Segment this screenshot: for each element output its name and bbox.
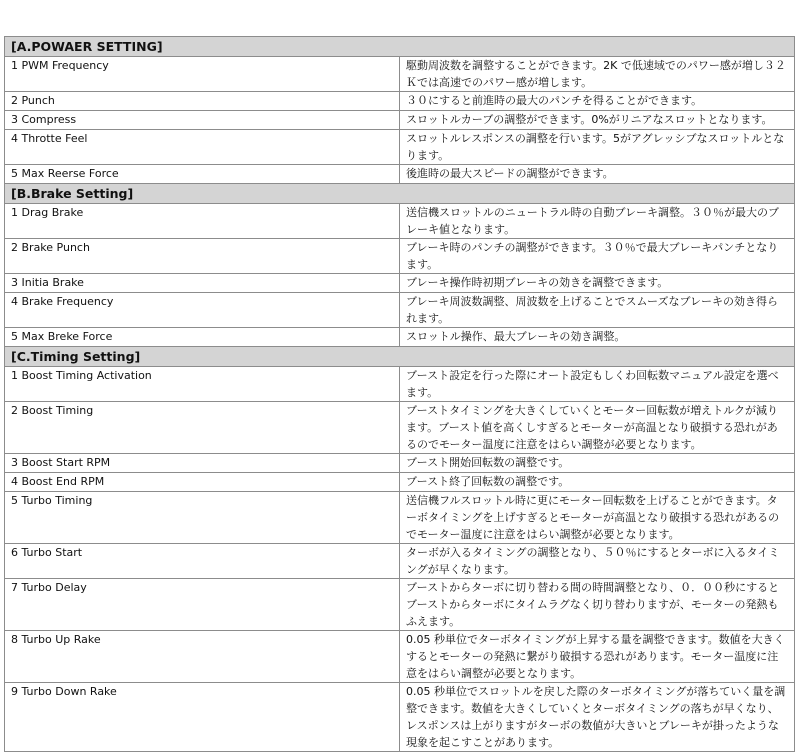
param-name: 2 Punch [5, 92, 400, 111]
table-row [5, 165, 795, 184]
section-title: [A.POWAER SETTING] [5, 37, 795, 57]
param-name: 4 Throtte Feel [5, 130, 400, 165]
param-name: 4 Boost End RPM [5, 473, 400, 492]
table-row [5, 57, 795, 92]
table-row [5, 130, 795, 165]
param-name: 1 PWM Frequency [5, 57, 400, 92]
table-row [5, 274, 795, 293]
param-description: スロットルレスポンスの調整を行います。5がアグレッシブなスロットルとなります。 [400, 130, 795, 165]
param-description: ターボが入るタイミングの調整となり、５０％にするとターボに入るタイミングが早くなります。 [400, 544, 795, 579]
table-row [5, 473, 795, 492]
section-title: [B.Brake Setting] [5, 184, 795, 204]
table-row [5, 631, 795, 683]
param-name: 6 Turbo Start [5, 544, 400, 579]
param-description: スロットルカーブの調整ができます。0%がリニアなスロットとなります。 [400, 111, 795, 130]
section-header-power [5, 37, 795, 57]
param-description: ブースト開始回転数の調整です。 [400, 454, 795, 473]
param-name: 2 Brake Punch [5, 239, 400, 274]
table-row [5, 367, 795, 402]
param-name: 3 Initia Brake [5, 274, 400, 293]
param-name: 3 Boost Start RPM [5, 454, 400, 473]
param-description: ブレーキ周波数調整、周波数を上げることでスムーズなブレーキの効き得られます。 [400, 293, 795, 328]
param-name: 1 Drag Brake [5, 204, 400, 239]
param-description: ブーストからターボに切り替わる間の時間調整となり、０．００秒にするとブーストからターボにタイムラグなく切り替わりますが、モーターの発熱もふえます。 [400, 579, 795, 631]
table-row [5, 204, 795, 239]
param-description: 送信機フルスロットル時に更にモーター回転数を上げることができます。ターボタイミングを上げすぎるとモーターが高温となり破損する恐れがあるのでモーター温度に注意をはらい調整が必要となります。 [400, 492, 795, 544]
section-header-brake [5, 184, 795, 204]
table-row [5, 683, 795, 752]
table-row [5, 328, 795, 347]
param-name: 5 Turbo Timing [5, 492, 400, 544]
param-name: 4 Brake Frequency [5, 293, 400, 328]
table-row [5, 293, 795, 328]
table-row [5, 544, 795, 579]
settings-table [4, 36, 795, 752]
param-name: 3 Compress [5, 111, 400, 130]
table-row [5, 402, 795, 454]
param-description: ブースト終了回転数の調整です。 [400, 473, 795, 492]
table-row [5, 92, 795, 111]
param-name: 7 Turbo Delay [5, 579, 400, 631]
param-description: ブースト設定を行った際にオート設定もしくわ回転数マニュアル設定を選べます。 [400, 367, 795, 402]
param-name: 9 Turbo Down Rake [5, 683, 400, 752]
param-name: 1 Boost Timing Activation [5, 367, 400, 402]
param-description: ブレーキ操作時初期ブレーキの効きを調整できます。 [400, 274, 795, 293]
settings-table-container [4, 36, 795, 752]
param-name: 2 Boost Timing [5, 402, 400, 454]
section-header-timing [5, 347, 795, 367]
param-description: 送信機スロットルのニュートラル時の自動ブレーキ調整。３０％が最大のブレーキ値となります。 [400, 204, 795, 239]
param-description: ブレーキ時のパンチの調整ができます。３０％で最大ブレーキパンチとなります。 [400, 239, 795, 274]
table-row [5, 492, 795, 544]
param-name: 8 Turbo Up Rake [5, 631, 400, 683]
param-name: 5 Max Reerse Force [5, 165, 400, 184]
param-description: ３０にすると前進時の最大のパンチを得ることができます。 [400, 92, 795, 111]
param-description: 駆動周波数を調整することができます。2K で低速域でのパワー感が増し３２Ｋでは高速でのパワー感が増します。 [400, 57, 795, 92]
table-row [5, 579, 795, 631]
param-description: ブーストタイミングを大きくしていくとモーター回転数が増えトルクが減ります。ブースト値を高くしすぎるとモーターが高温となり破損する恐れがあるのでモーター温度に注意をはらい調整が必要となります。 [400, 402, 795, 454]
param-description: スロットル操作、最大ブレーキの効き調整。 [400, 328, 795, 347]
table-row [5, 239, 795, 274]
section-title: [C.Timing Setting] [5, 347, 795, 367]
param-description: 後進時の最大スピードの調整ができます。 [400, 165, 795, 184]
table-row [5, 111, 795, 130]
table-row [5, 454, 795, 473]
param-description: 0.05 秒単位でスロットルを戻した際のターボタイミングが落ちていく量を調整できます。数値を大きくしていくとターボタイミングの落ちが早くなり、レスポンスは上がりますがターボの数値が大きいとブレーキが掛ったような現象を起こすことがあります。 [400, 683, 795, 752]
param-description: 0.05 秒単位でターボタイミングが上昇する量を調整できます。数値を大きくするとモーターの発熱に繋がり破損する恐れがあります。モーター温度に注意をはらい調整が必要となります。 [400, 631, 795, 683]
param-name: 5 Max Breke Force [5, 328, 400, 347]
